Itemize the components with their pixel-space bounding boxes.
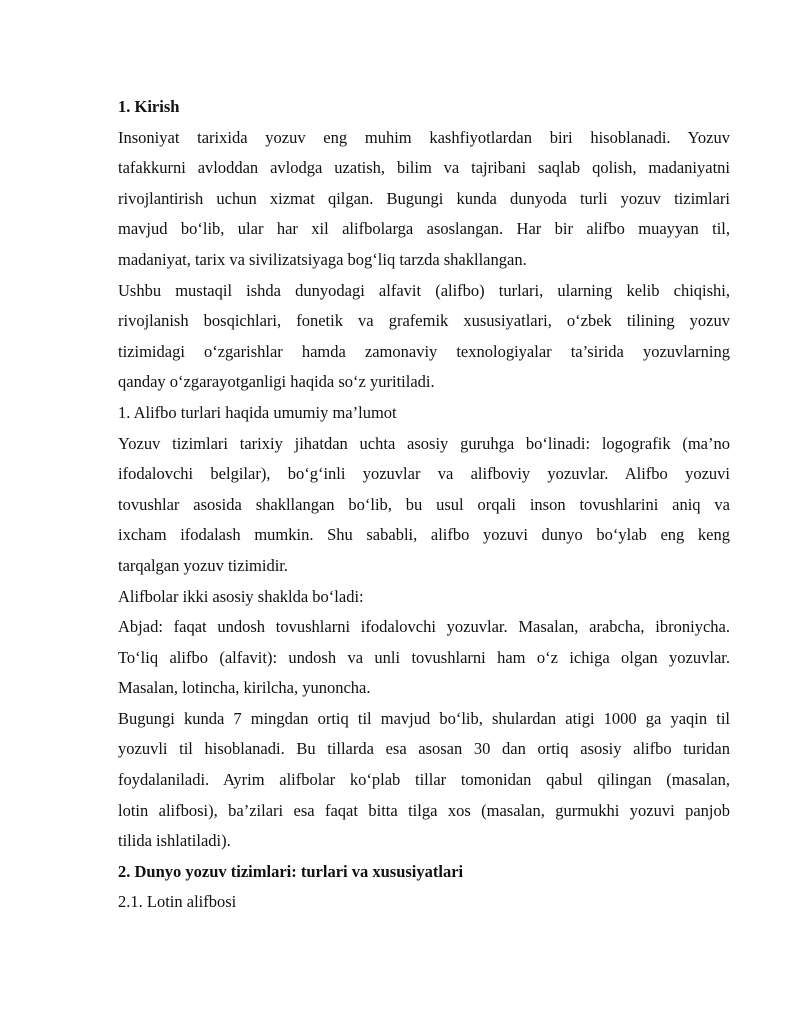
text-line: Alifbolar ikki asosiy shaklda bo‘ladi: [118, 586, 364, 606]
document-page [118, 92, 730, 918]
text-line: rivojlanish bosqichlari, fonetik va grafemik xususiyatlari, o‘zbek tilining yozuv [118, 311, 730, 331]
text-line: tovushlar asosida shakllangan bo‘lib, bu usul orqali inson tovushlarini aniq va [118, 494, 730, 514]
text-line: yozuvli til hisoblanadi. Bu tillarda esa asosan 30 dan ortiq asosiy alifbo turidan [118, 739, 730, 759]
text-line: mavjud bo‘lib, ular har xil alifbolarga asoslangan. Har bir alifbo muayyan til, [118, 219, 730, 239]
text-line: Masalan, lotincha, kirilcha, yunoncha. [118, 678, 371, 698]
text-line: Bugungi kunda 7 mingdan ortiq til mavjud bo‘lib, shulardan atigi 1000 ga yaqin til [118, 708, 730, 728]
text-line: 2.1. Lotin alifbosi [118, 892, 237, 912]
text-line: lotin alifbosi), ba’zilari esa faqat bitta tilga xos (masalan, gurmukhi yozuvi panjob [118, 800, 730, 820]
text-line: Yozuv tizimlari tarixiy jihatdan uchta asosiy guruhga bo‘linadi: logografik (ma’no [118, 433, 730, 453]
text-line: rivojlantirish uchun xizmat qilgan. Bugungi kunda dunyoda turli yozuv tizimlari [118, 188, 730, 208]
text-line: ifodalovchi belgilar), bo‘g‘inli yozuvlar va alifboviy yozuvlar. Alifbo yozuvi [118, 464, 730, 484]
text-line: tizimidagi o‘zgarishlar hamda zamonaviy texnologiyalar ta’sirida yozuvlarning [118, 341, 730, 361]
text-line: tilida ishlatiladi). [118, 831, 231, 851]
text-line: ixcham ifodalash mumkin. Shu sababli, alifbo yozuvi dunyo bo‘ylab eng keng [118, 525, 730, 545]
section-heading: 2. Dunyo yozuv tizimlari: turlari va xususiyatlari [118, 861, 464, 881]
text-line: tarqalgan yozuv tizimidir. [118, 555, 288, 575]
text-line: To‘liq alifbo (alfavit): undosh va unli tovushlarni ham o‘z ichiga olgan yozuvlar. [118, 647, 730, 667]
text-line: 1. Alifbo turlari haqida umumiy ma’lumot [118, 402, 397, 422]
text-line: Ushbu mustaqil ishda dunyodagi alfavit (alifbo) turlari, ularning kelib chiqishi, [118, 280, 730, 300]
text-line: tafakkurni avloddan avlodga uzatish, bilim va tajribani saqlab qolish, madaniyatni [118, 158, 730, 178]
text-line: qanday o‘zgarayotganligi haqida so‘z yuritiladi. [118, 372, 435, 392]
section-heading: 1. Kirish [118, 97, 180, 116]
text-line: Insoniyat tarixida yozuv eng muhim kashfiyotlardan biri hisoblanadi. Yozuv [118, 127, 730, 147]
text-line: Abjad: faqat undosh tovushlarni ifodalovchi yozuvlar. Masalan, arabcha, ibroniycha. [118, 617, 730, 637]
text-line: madaniyat, tarix va sivilizatsiyaga bog‘liq tarzda shakllangan. [118, 249, 527, 269]
text-line: foydalaniladi. Ayrim alifbolar ko‘plab tillar tomonidan qabul qilingan (masalan, [118, 770, 730, 790]
